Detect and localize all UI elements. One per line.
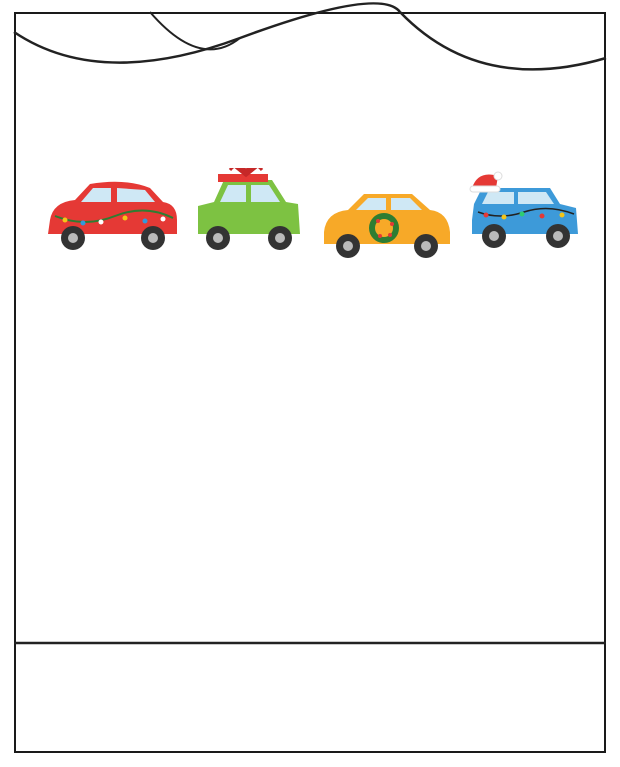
red-car-icon [48, 182, 177, 250]
gift-bow-icon [230, 168, 262, 172]
green-car-icon [198, 168, 300, 250]
flyer-border [14, 12, 606, 753]
orange-car-icon [324, 194, 450, 258]
blue-car-icon [470, 172, 578, 248]
cars-illustration [0, 168, 620, 258]
santa-hat-icon [470, 172, 502, 192]
